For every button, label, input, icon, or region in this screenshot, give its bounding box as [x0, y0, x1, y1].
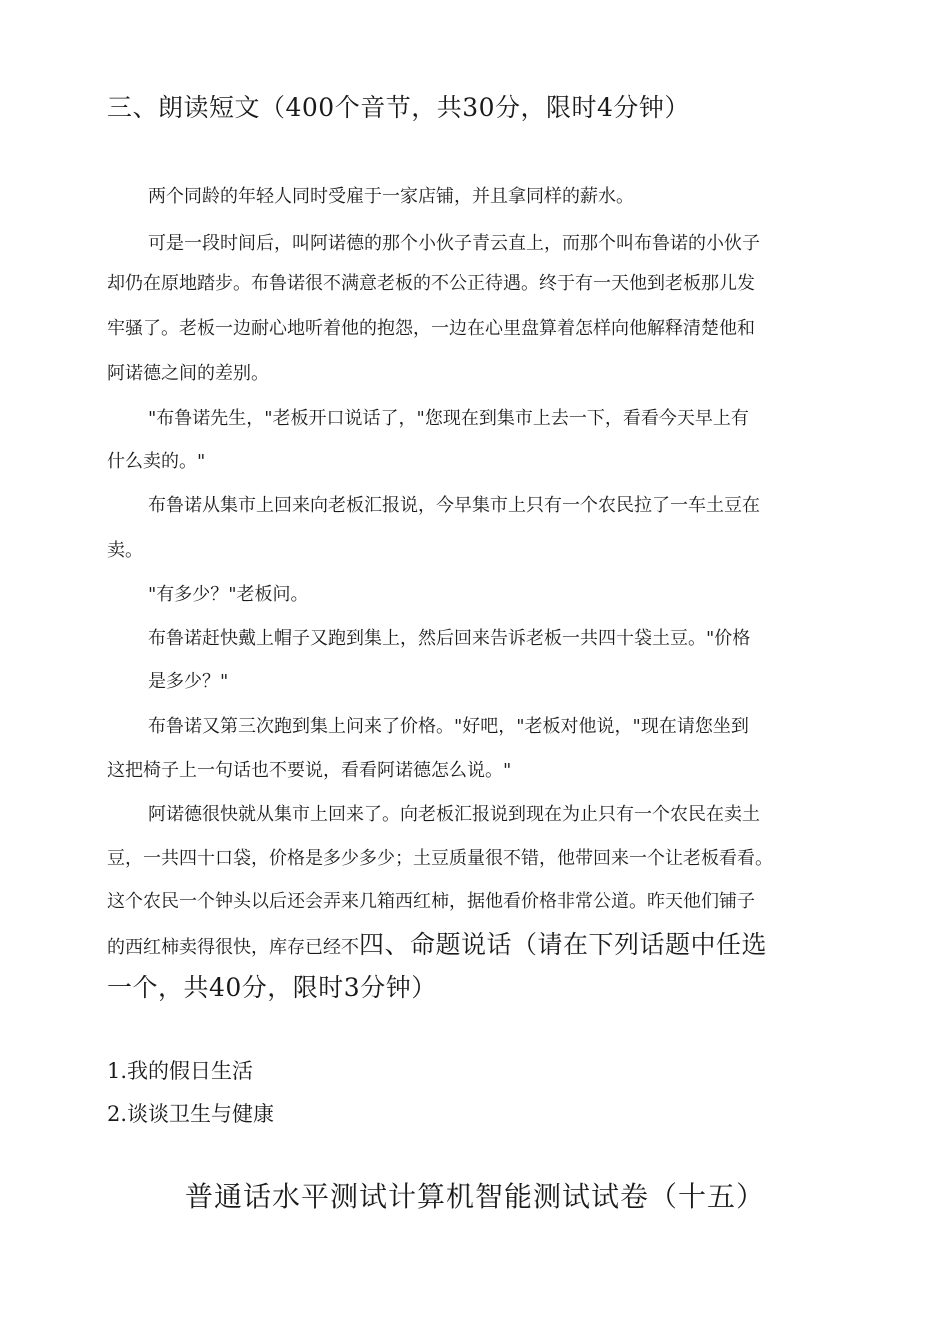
paragraph-line: 可是一段时间后，叫阿诺德的那个小伙子青云直上，而那个叫布鲁诺的小伙子	[148, 233, 760, 254]
overlapping-line	[107, 925, 767, 961]
paragraph-line: 却仍在原地踏步。布鲁诺很不满意老板的不公正待遇。终于有一天他到老板那儿发	[107, 273, 755, 294]
paragraph-line: "有多少？"老板问。	[148, 584, 309, 605]
section-4-title-continued: 一个，共40分，限时3分钟）	[107, 973, 437, 1002]
paragraph-line: 什么卖的。"	[107, 451, 206, 472]
paragraph-line: 卖。	[107, 540, 143, 561]
paper-title: 普通话水平测试计算机智能测试试卷（十五）	[184, 1180, 765, 1213]
paragraph-line: 牢骚了。老板一边耐心地听着他的抱怨，一边在心里盘算着怎样向他解释清楚他和	[107, 318, 755, 339]
paragraph-line: 布鲁诺赶快戴上帽子又跑到集上，然后回来告诉老板一共四十袋土豆。"价格	[148, 628, 751, 649]
paragraph-line: 这把椅子上一句话也不要说，看看阿诺德怎么说。"	[107, 760, 512, 781]
section-3-title: 三、朗读短文（400个音节，共30分，限时4分钟）	[107, 93, 690, 122]
paragraph-line: 这个农民一个钟头以后还会弄来几箱西红柿，据他看价格非常公道。昨天他们铺子	[107, 891, 755, 912]
paragraph-line: 布鲁诺又第三次跑到集上问来了价格。"好吧，"老板对他说，"现在请您坐到	[148, 716, 749, 737]
section-4-title: 四、命题说话（请在下列话题中任选	[359, 930, 768, 959]
paragraph-line: 阿诺德很快就从集市上回来了。向老板汇报说到现在为止只有一个农民在卖土	[148, 804, 760, 825]
paragraph-line: 豆，一共四十口袋，价格是多少多少；土豆质量很不错，他带回来一个让老板看看。	[107, 848, 773, 869]
topic-item: 2.谈谈卫生与健康	[107, 1102, 275, 1126]
paragraph-line: 的西红柿卖得很快，库存已经不	[107, 937, 359, 958]
paragraph-line: 是多少？"	[148, 671, 229, 692]
paragraph-line: "布鲁诺先生，"老板开口说话了，"您现在到集市上去一下，看看今天早上有	[148, 408, 749, 429]
paragraph-line: 布鲁诺从集市上回来向老板汇报说，今早集市上只有一个农民拉了一车土豆在	[148, 495, 760, 516]
paragraph-line: 阿诺德之间的差别。	[107, 363, 269, 384]
topic-item: 1.我的假日生活	[107, 1059, 254, 1083]
paragraph-line: 两个同龄的年轻人同时受雇于一家店铺，并且拿同样的薪水。	[148, 186, 634, 207]
